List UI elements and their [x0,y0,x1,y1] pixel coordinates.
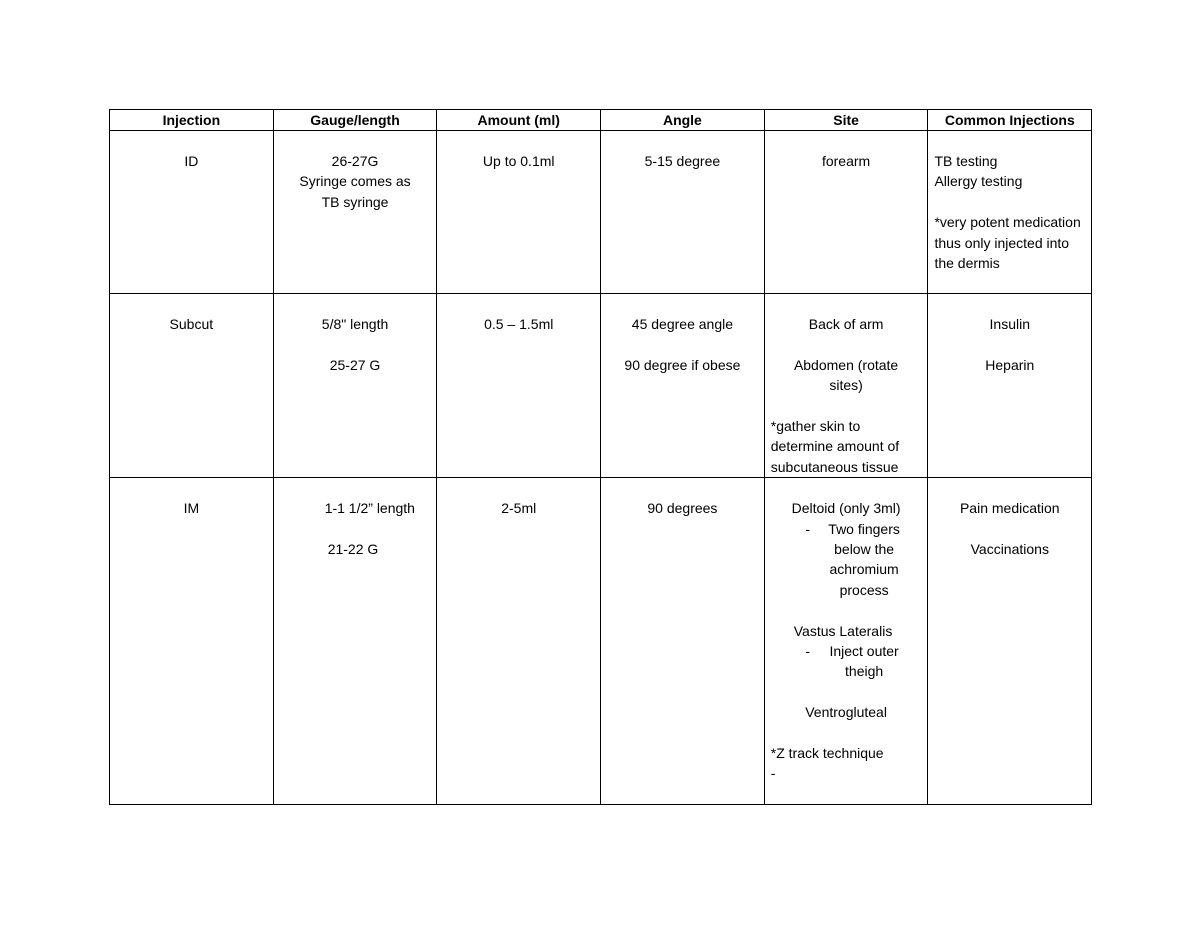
gauge-value: 21-22 G [327,541,379,558]
gauge-value: 25-27 G [329,356,381,373]
dash-bullet: - [805,520,811,537]
amount-value: 0.5 – 1.5ml [484,316,554,332]
common-item: Allergy testing [934,173,1023,190]
cell-site [764,131,928,294]
common-item: Pain medication [959,500,1060,517]
site-deltoid: Deltoid (only 3ml) [791,500,901,517]
cell-angle [601,131,765,294]
cell-injection [110,131,274,294]
injection-type: ID [184,153,199,169]
cell-injection [110,294,274,478]
common-item: TB testing [934,153,998,169]
list-item [771,519,922,601]
cell-site [764,478,928,805]
cell-gauge [273,131,437,294]
cell-amount [437,294,601,478]
table-row-id [110,131,1092,294]
angle-value: 45 degree angle [631,316,733,332]
cell-injection [110,478,274,805]
header-row [110,110,1092,131]
injection-type: Subcut [169,316,214,332]
header-angle: Angle [601,110,765,131]
cell-site [764,294,928,478]
header-gauge-length: Gauge/length [273,110,437,131]
site-note: *Z track technique [770,745,884,762]
site-value: forearm [821,153,871,169]
header-site: Site [764,110,928,131]
cell-gauge [273,294,437,478]
site-deltoid-detail: Two fingers below the achromium process [828,520,900,598]
common-item: Insulin [989,316,1031,332]
cell-common [928,294,1092,478]
cell-amount [437,478,601,805]
cell-common [928,131,1092,294]
site-note: *gather skin to determine amount of subcutaneous tissue [770,418,900,475]
site-value: Back of arm [808,316,884,332]
gauge-note: Syringe comes as TB syringe [299,173,411,210]
trailing-dash: - [770,765,776,782]
amount-value: Up to 0.1ml [482,153,555,169]
header-common-injections: Common Injections [928,110,1092,131]
cell-angle [601,294,765,478]
gauge-length: 1-1 1/2” length [324,500,415,517]
injection-table [109,109,1092,805]
site-value: Abdomen (rotate sites) [793,356,899,394]
cell-common [928,478,1092,805]
angle-value-alt: 90 degree if obese [624,356,741,373]
common-note: *very potent medication thus only injected into the dermis [934,214,1081,272]
injection-type: IM [183,500,200,517]
angle-value: 90 degrees [647,500,718,517]
amount-value: 2-5ml [501,500,537,517]
header-injection: Injection [110,110,274,131]
site-ventrogluteal: Ventrogluteal [805,704,887,721]
dash-bullet: - [805,643,811,660]
site-vastus-detail: Inject outer theigh [829,643,899,680]
table-row-subcut [110,294,1092,478]
common-item: Vaccinations [970,541,1049,558]
angle-value: 5-15 degree [644,153,721,169]
gauge-value: 26-27G [331,153,379,169]
site-vastus: Vastus Lateralis [793,622,893,639]
cell-amount [437,131,601,294]
cell-gauge [273,478,437,805]
header-amount: Amount (ml) [437,110,601,131]
table-row-im [110,478,1092,805]
cell-angle [601,478,765,805]
list-item [771,641,922,682]
common-item: Heparin [985,356,1035,373]
gauge-length: 5/8" length [321,316,389,332]
